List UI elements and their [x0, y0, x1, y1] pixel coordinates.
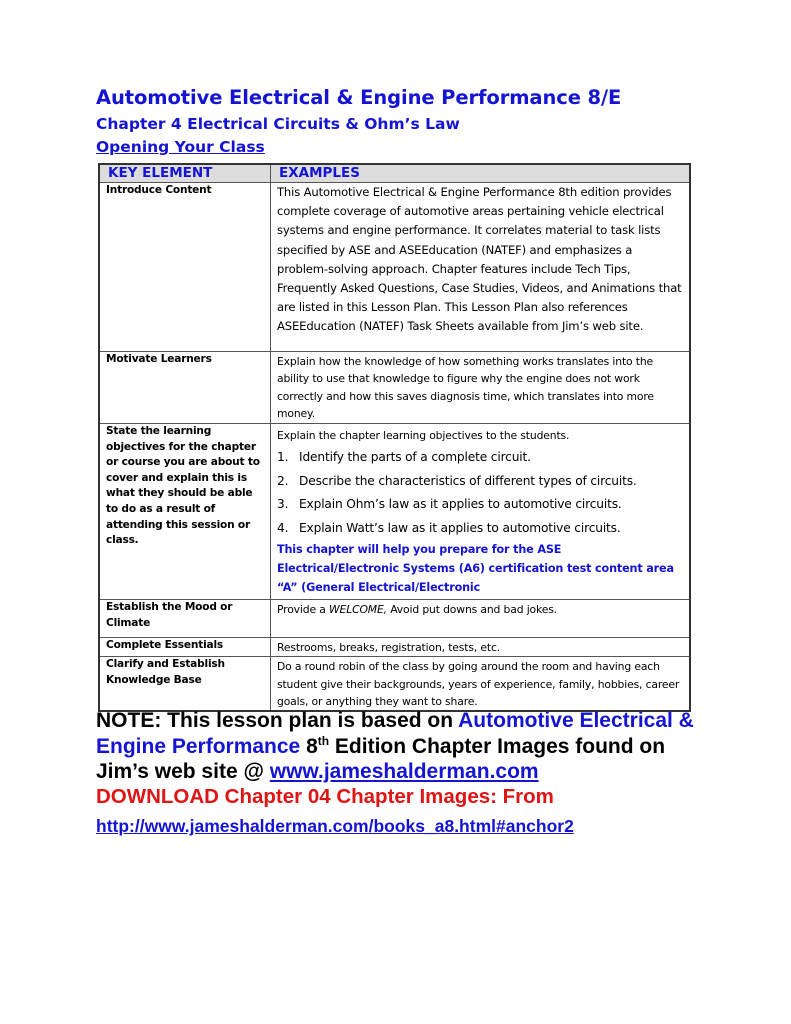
note-text: NOTE: This lesson plan is based on	[96, 709, 459, 732]
edition-superscript: th	[317, 733, 330, 748]
website-link[interactable]: www.jameshalderman.com	[269, 760, 539, 783]
column-header-key-element: KEY ELEMENT	[99, 164, 271, 183]
example-cell	[271, 600, 691, 638]
section-title: Opening Your Class	[96, 138, 265, 156]
download-url-line	[96, 816, 574, 837]
chapter-title: Chapter 4 Electrical Circuits & Ohm’s Law	[96, 115, 460, 133]
table-row	[99, 657, 690, 711]
example-cell	[271, 424, 691, 600]
objective-number: 4.	[277, 520, 289, 535]
note-text: Edition Chapter Images found on Jim’s web site @	[96, 734, 666, 783]
objective-item	[277, 446, 683, 470]
table-row	[99, 638, 690, 657]
table-row	[99, 600, 690, 638]
objective-item	[277, 470, 683, 494]
key-element-cell: Motivate Learners	[99, 352, 271, 424]
objective-number: 1.	[277, 450, 289, 464]
objective-number: 2.	[277, 473, 289, 488]
example-cell: Do a round robin of the class by going around the room and having each student give their backgrounds, years of experience, family, hobbies, career goals, or anything they want to share.	[271, 657, 691, 711]
key-element-cell: Introduce Content	[99, 183, 271, 352]
objective-item	[277, 493, 683, 517]
download-url-link[interactable]: http://www.jameshalderman.com/books_a8.html#anchor2	[96, 816, 574, 836]
objective-number: 3.	[277, 497, 289, 511]
example-text: Provide a	[277, 603, 329, 616]
example-cell: Restrooms, breaks, registration, tests, etc.	[271, 638, 691, 657]
key-element-cell: Clarify and Establish Knowledge Base	[99, 657, 271, 711]
edition-number: 8	[300, 734, 318, 758]
column-header-examples: EXAMPLES	[271, 164, 691, 183]
lesson-plan-table	[98, 163, 691, 712]
example-cell: Explain how the knowledge of how something works translates into the ability to use that knowledge to figure why the engine does not work correctly and how this saves diagnosis time, which translates into more money.	[271, 352, 691, 424]
key-element-cell: Establish the Mood or Climate	[99, 600, 271, 638]
key-element-cell: State the learning objectives for the chapter or course you are about to cover and explain this is what they should be able to do as a result of attending this session or class.	[99, 424, 271, 600]
welcome-emphasis: WELCOME,	[329, 603, 387, 616]
document-title: Automotive Electrical & Engine Performance 8/E	[96, 86, 622, 109]
table-row	[99, 424, 690, 600]
objective-item	[277, 517, 683, 541]
download-instruction: DOWNLOAD Chapter 04 Chapter Images: From	[96, 785, 554, 808]
key-element-cell: Complete Essentials	[99, 638, 271, 657]
ase-certification-note: This chapter will help you prepare for the ASE Electrical/Electronic Systems (A6) certification test content area “A” (General Electrical/Electronic	[277, 543, 674, 594]
objective-text: Identify the parts of a complete circuit.	[299, 450, 531, 464]
example-cell: This Automotive Electrical & Engine Performance 8th edition provides complete coverage of automotive areas pertaining vehicle electrical systems and engine performance. It correlates material to task lists specified by ASE and ASEEducation (NATEF) and emphasizes a problem-solving approach. Chapter features include Tech Tips, Frequently Asked Questions, Case Studies, Videos, and Animations that are listed in this Lesson Plan. This Lesson Plan also references ASEEducation (NATEF) Task Sheets available from Jim’s web site.	[271, 183, 691, 352]
objectives-list	[277, 446, 683, 540]
objective-text: Explain Watt’s law as it applies to automotive circuits.	[299, 520, 621, 535]
book-title: Automotive Electrical & Engine Performance	[96, 709, 694, 758]
objectives-intro: Explain the chapter learning objectives to the students.	[277, 429, 570, 442]
table-row	[99, 352, 690, 424]
objective-text: Explain Ohm’s law as it applies to automotive circuits.	[299, 497, 622, 511]
example-text: Avoid put downs and bad jokes.	[386, 603, 557, 616]
table-row	[99, 183, 690, 352]
table-header-row	[99, 164, 690, 183]
lesson-plan-note	[96, 708, 716, 785]
objective-text: Describe the characteristics of different types of circuits.	[299, 473, 637, 488]
